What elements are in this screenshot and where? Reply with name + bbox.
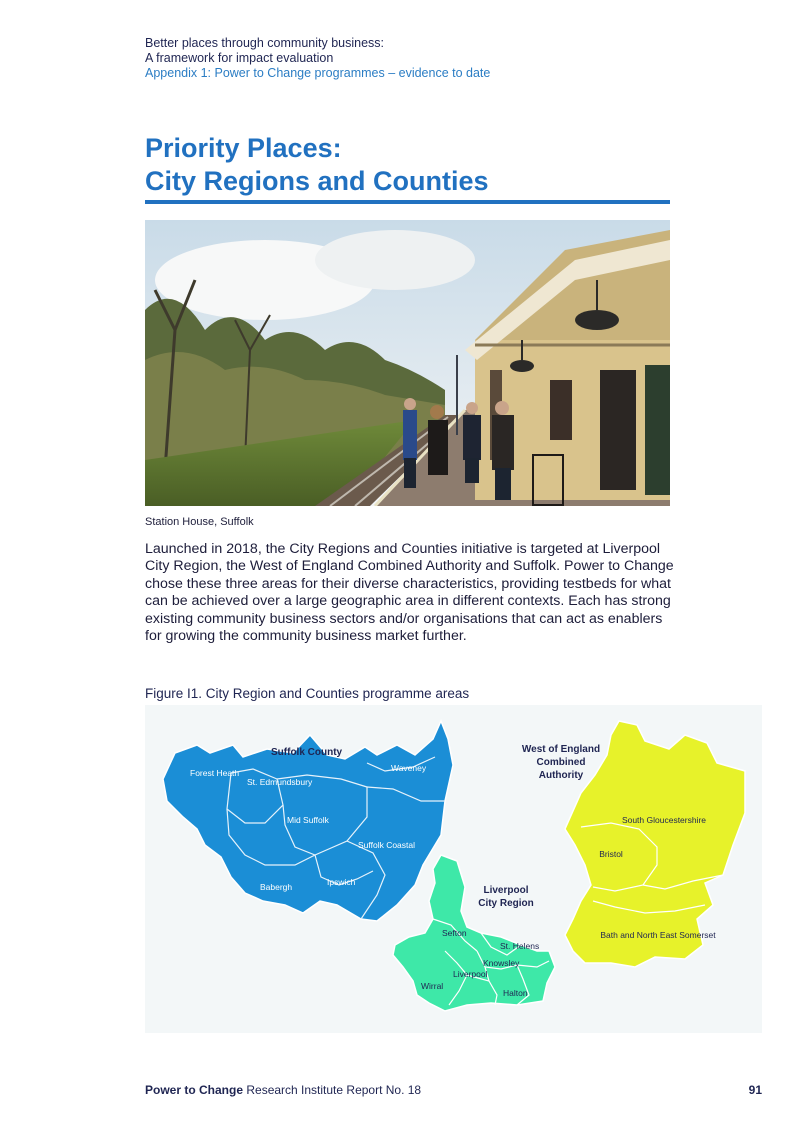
- suffolk-region-label: Suffolk County: [271, 747, 343, 758]
- liverpool-district-label: Sefton: [442, 928, 467, 938]
- suffolk-district-label: Waveney: [391, 763, 427, 773]
- footer-brand: Power to Change: [145, 1083, 244, 1097]
- suffolk-district-label: Ipswich: [327, 877, 356, 887]
- suffolk-district-label: Mid Suffolk: [287, 815, 329, 825]
- liverpool-district-label: Halton: [503, 988, 528, 998]
- west-england-label-line-3: Authority: [538, 770, 584, 781]
- figure-title: Figure I1. City Region and Counties programme areas: [145, 686, 470, 701]
- header-line-2: A framework for impact evaluation: [145, 51, 334, 65]
- liverpool-label-line-2: City Region: [478, 898, 534, 909]
- liverpool-district-label: St. Helens: [500, 941, 540, 951]
- page-number: 91: [748, 1083, 762, 1097]
- suffolk-district-label: Babergh: [260, 882, 293, 892]
- west-england-label-line-1: West of England: [521, 744, 601, 755]
- liverpool-district-label: Liverpool: [453, 969, 488, 979]
- station-photo: [145, 220, 670, 506]
- title-rule: [145, 200, 670, 204]
- page-footer: [145, 1083, 421, 1097]
- suffolk-district-label: Forest Heath: [190, 768, 240, 778]
- title-line-1: Priority Places:: [145, 133, 342, 163]
- page-title: [145, 132, 489, 198]
- liverpool-district-label: Knowsley: [483, 958, 520, 968]
- body-paragraph: Launched in 2018, the City Regions and Counties initiative is targeted at Liverpool City Region, the West of England Combined Authority and Suffolk. Power to Change chose these three areas for their diverse characteristics, providing testbeds for what can be achieved over a large geographic area in different contexts. Each has strong existing community business sectors and/or organisations that can act as enablers for growing the community business market further.: [145, 541, 674, 645]
- west-england-label-line-2: Combined: [536, 757, 586, 768]
- footer-report: Research Institute Report No. 18: [243, 1083, 422, 1097]
- header-line-3: Appendix 1: Power to Change programmes – evidence to date: [145, 66, 491, 80]
- title-line-2: City Regions and Counties: [145, 166, 489, 196]
- liverpool-district-label: Wirral: [421, 981, 444, 991]
- station-photo-illustration: [145, 220, 670, 506]
- header-line-1: Better places through community business:: [145, 36, 385, 50]
- photo-caption: Station House, Suffolk: [145, 516, 254, 528]
- west-england-district-label: South Gloucestershire: [621, 815, 707, 825]
- west-england-district-label: Bath and North East Somerset: [600, 930, 716, 940]
- running-header: [145, 36, 490, 81]
- suffolk-district-label: St. Edmundsbury: [247, 777, 313, 787]
- suffolk-district-label: Suffolk Coastal: [358, 840, 416, 850]
- west-england-district-label: Bristol: [599, 849, 623, 859]
- liverpool-label-line-1: Liverpool: [483, 885, 529, 896]
- programme-areas-map: [145, 705, 762, 1033]
